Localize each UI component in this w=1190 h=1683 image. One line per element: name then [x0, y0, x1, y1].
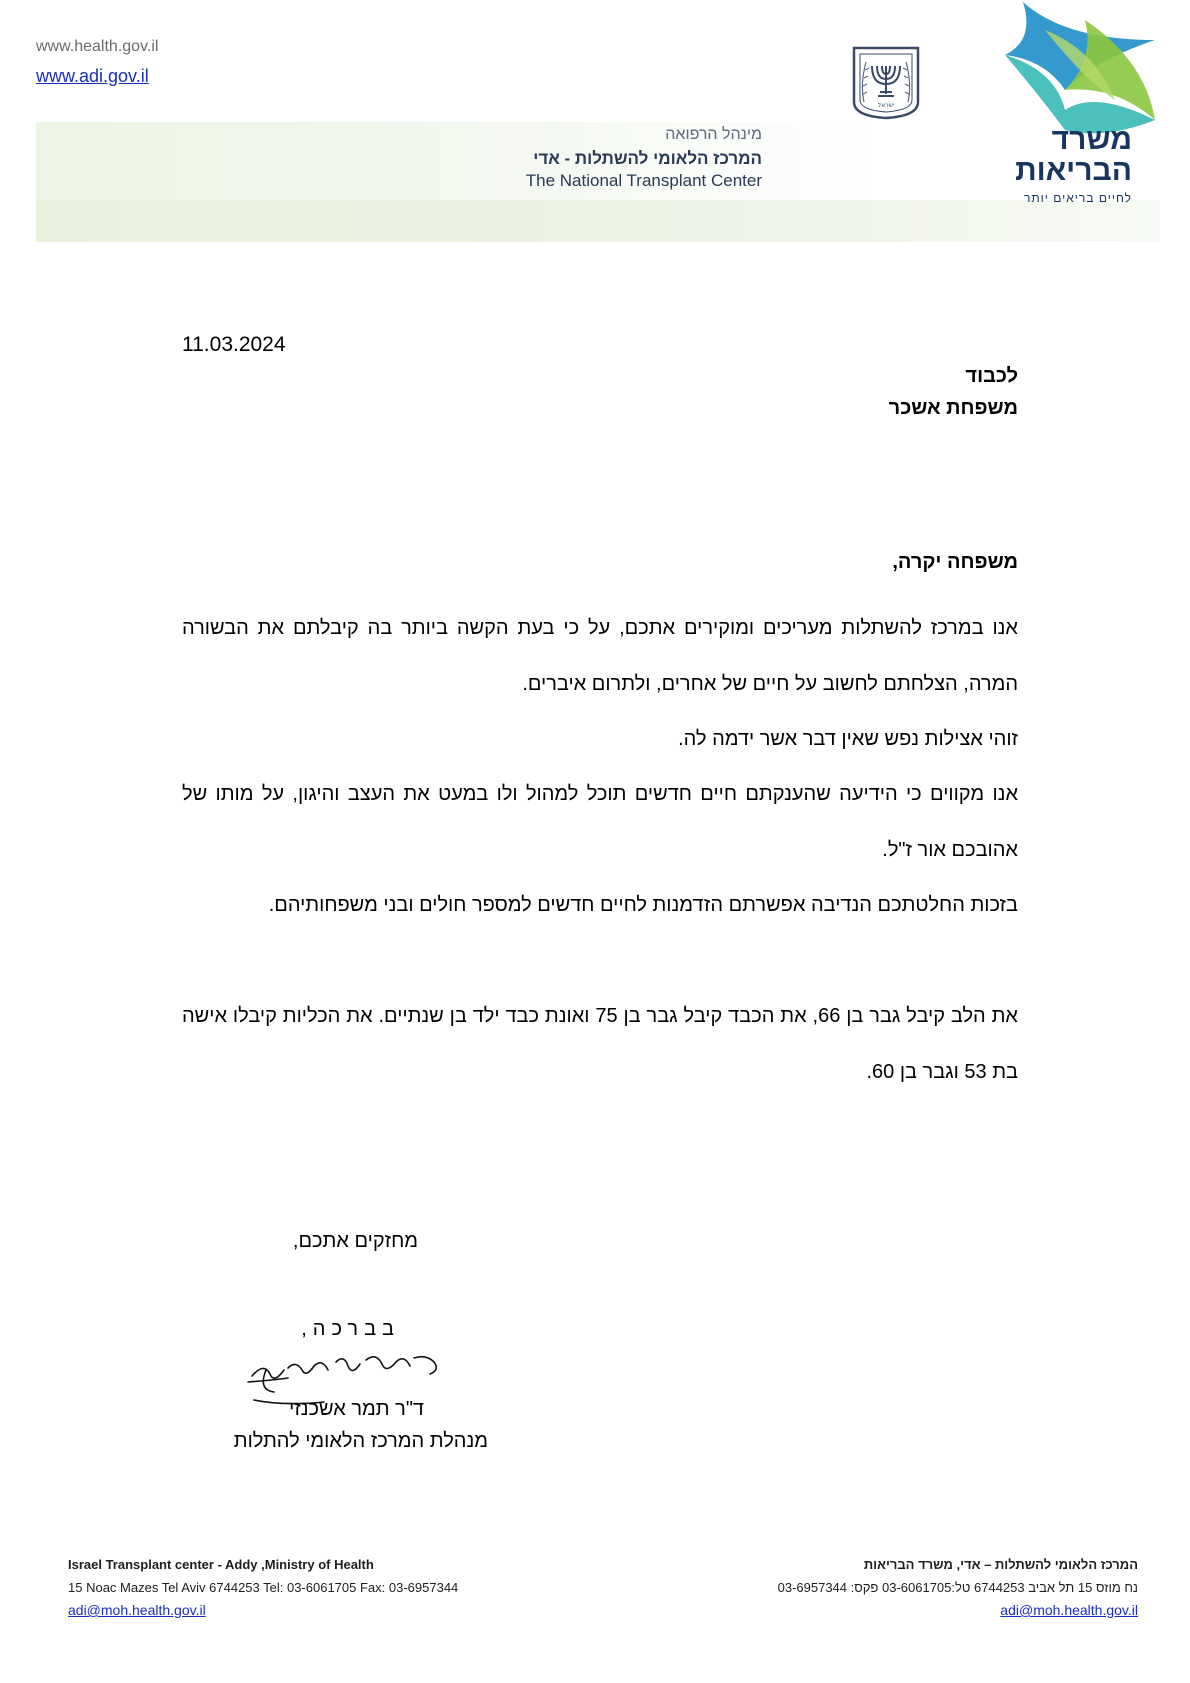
ministry-name-line2: הבריאות	[1015, 154, 1132, 187]
footer-english-email-link[interactable]: adi@moh.health.gov.il	[68, 1602, 206, 1618]
letter-paragraph: אנו במרכז להשתלות מעריכים ומוקירים אתכם, על כי בעת הקשה ביותר בה קיבלתם את הבשורה המרה, הצלחתם לחשוב על חיים של אחרים, ולתרום איברים.	[182, 617, 1018, 695]
recipient-name: משפחת אשכר	[888, 397, 1018, 419]
signer-name: ד"ר תמר אשכנזי	[289, 1398, 424, 1420]
recipient-salutation: לכבוד	[965, 365, 1018, 387]
adi-website-link[interactable]: www.adi.gov.il	[36, 66, 149, 86]
footer-english	[68, 1553, 458, 1622]
letter-paragraph: אנו מקווים כי הידיעה שהענקתם חיים חדשים תוכל למהול ולו במעט את העצב והיגון, על מותו של אהובכם אור ז"ל.	[182, 783, 1018, 861]
letter-closing: מחזקים אתכם,	[292, 1230, 418, 1252]
footer-english-address: 15 Noac Mazes Tel Aviv 6744253 Tel: 03-6061705 Fax: 03-6957344	[68, 1580, 459, 1595]
letter-paragraph: את הלב קיבל גבר בן 66, את הכבד קיבל גבר בן 75 ואונת כבד ילד בן שנתיים. את הכליות קיבלו אישה בת 53 וגבר בן 60.	[182, 1005, 1018, 1083]
letter-date: 11.03.2024	[182, 333, 286, 356]
department-line-medical-admin: מינהל הרפואה	[665, 126, 762, 143]
letter-paragraph: בזכות החלטתכם הנדיבה אפשרתם הזדמנות לחיים חדשים למספר חולים ובני משפחותיהם.	[268, 894, 1018, 916]
letter-blessing: בברכה,	[301, 1318, 400, 1340]
ministry-name-block	[1015, 125, 1132, 204]
health-website-url: www.health.gov.il	[36, 38, 159, 55]
department-line-transplant-center-hebrew: המרכז הלאומי להשתלות - אדי	[533, 149, 762, 168]
footer-hebrew-title: המרכז הלאומי להשתלות – אדי, משרד הבריאות	[863, 1557, 1138, 1572]
ministry-slogan: לחיים בריאים יותר	[1023, 191, 1132, 205]
ministry-name-line1: משרד	[1051, 123, 1132, 156]
signer-title: מנהלת המרכז הלאומי להתלות	[233, 1430, 488, 1452]
footer-hebrew	[778, 1553, 1138, 1622]
emblem-text: ישראל	[877, 102, 895, 109]
department-line-transplant-center-english: The National Transplant Center	[525, 171, 762, 190]
header-banner-strip	[36, 200, 1160, 242]
department-block	[526, 126, 762, 191]
state-emblem-icon	[850, 44, 922, 120]
letter-paragraph: זוהי אצילות נפש שאין דבר אשר ידמה לה.	[678, 728, 1018, 750]
letter-greeting: משפחה יקרה,	[892, 551, 1018, 573]
footer-hebrew-address: נח מוזס 15 תל אביב 6744253 טל:03-6061705 פקס: 03-6957344	[777, 1580, 1138, 1595]
footer-hebrew-email-link[interactable]: adi@moh.health.gov.il	[1000, 1602, 1138, 1618]
footer-english-title: Israel Transplant center - Addy ,Ministry of Health	[68, 1557, 374, 1572]
